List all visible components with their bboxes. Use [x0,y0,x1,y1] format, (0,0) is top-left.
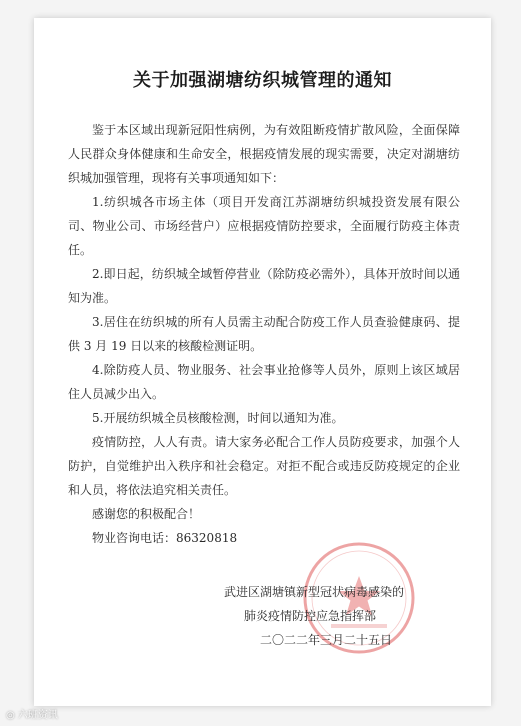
item-5-paragraph: 5.开展纺织城全员核酸检测，时间以通知为准。 [92,411,344,425]
signature-org-line-1: 武进区湖塘镇新型冠状病毒感染的 [224,585,405,599]
contact-label: 物业咨询电话： [92,531,177,545]
document-title: 关于加强湖塘纺织城管理的通知 [133,70,392,91]
signature-org-line-2: 肺炎疫情防控应急指挥部 [244,609,377,623]
signature-date: 二〇二二年三月二十五日 [260,633,393,647]
item-3-paragraph: 3.居住在纺织城的所有人员需主动配合防疫工作人员查验健康码、提供 3 月 19 日以来的核酸检测证明。 [68,315,460,353]
document-page [34,18,491,706]
thanks-paragraph: 感谢您的积极配合！ [92,507,201,521]
document-body [68,118,460,550]
contact-phone: 86320818 [176,531,238,545]
media-logo-icon: ◎ [6,710,15,721]
responsibility-paragraph: 疫情防控，人人有责。请大家务必配合工作人员防疫要求，加强个人防护，自觉维护出入秩序和社会稳定。对拒不配合或违反防疫规定的企业和人员，将依法追究相关责任。 [68,435,460,497]
item-1-paragraph: 1.纺织城各市场主体（项目开发商江苏湖塘纺织城投资发展有限公司、物业公司、市场经营户）应根据疫情防控要求，全面履行防疫主体责任。 [68,195,460,257]
watermark-text: 六班资讯 [17,710,58,721]
item-2-paragraph: 2.即日起，纺织城全域暂停营业（除防疫必需外），具体开放时间以通知为准。 [68,267,460,305]
intro-paragraph: 鉴于本区域出现新冠阳性病例，为有效阻断疫情扩散风险，全面保障人民群众身体健康和生命安全，根据疫情发展的现实需要，决定对湖塘纺织城加强管理，现将有关事项通知如下： [68,123,460,185]
media-watermark [6,706,58,721]
item-4-paragraph: 4.除防疫人员、物业服务、社会事业抢修等人员外，原则上该区域居住人员减少出入。 [68,363,460,401]
